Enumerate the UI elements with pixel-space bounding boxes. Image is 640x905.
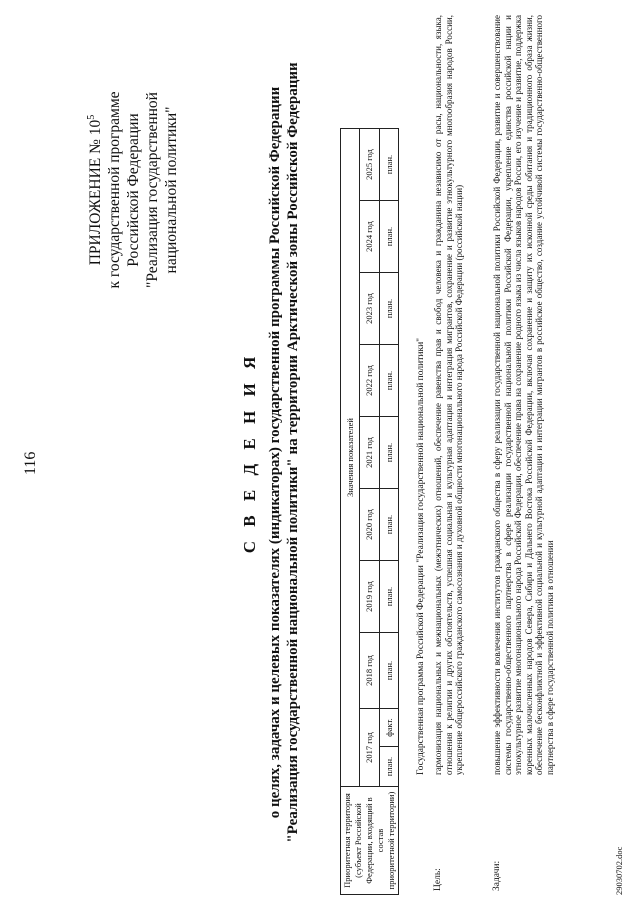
tasks-text: повышение эффективности вовлечения институтов гражданского общества в сферу реализации государственной национальной политики Российской Федерации, развитие и совершенствование системы государственно-общественного партнерства в сфере реализации государственной национальной политики Российской Федерации, укрепление единства российской нации и этнокультурное развитие многонационального народа Российской Федерации, обеспечение права на сохранение родного языка из числа языков народов России, его изучение и развитие, поддержка коренных малочисленных народов Севера, Сибири и Дальнего Востока Российской Федерации, включая сохранение и защиту их исконной среды обитания и традиционного образа жизни, обеспечение бесконфликтной и эффективной социальной и культурной адаптации и интеграции мигрантов в российское общество, создание устойчивой системы государственно-общественного партнерства в сфере государственной политики в отношении	[492, 15, 555, 775]
goal-text: гармонизация национальных и межнациональных (межэтнических) отношений, обеспечение равенства прав и свобод человека и гражданина независимо от расы, национальности, языка, отношения к религии и других обстоятельств, успешная социальная и культурная адаптация и интеграция мигрантов, сохранение и развитие этнокультурного многообразия народов России, укрепление общероссийского гражданского самосознания и духовной общности многонационального народа Российской Федерации (российской нации)	[433, 15, 465, 775]
territory-header-line: (субъект Российской	[353, 803, 363, 878]
plan-subheader-cell: план.	[379, 633, 398, 709]
year-header-cell: 2021 год	[360, 417, 379, 489]
year-header-cell: 2023 год	[360, 273, 379, 345]
year-header-cell: 2025 год	[360, 129, 379, 201]
appendix-header	[82, 35, 181, 345]
year-header-cell: 2020 год	[360, 489, 379, 561]
plan-subheader-cell: план.	[379, 129, 398, 201]
territory-header-line: Федерации, входящий в состав	[364, 797, 385, 884]
document-subtitle	[266, 20, 302, 885]
appendix-title: ПРИЛОЖЕНИЕ № $10^5$	[86, 114, 105, 266]
appendix-line: "Реализация государственной	[144, 92, 162, 288]
year-header-cell: 2017 год	[360, 709, 379, 787]
subtitle-line: о целях, задачах и целевых показателях (индикаторах) государственной программы Российской Федерации	[267, 86, 283, 819]
fact-subheader-cell: факт.	[379, 709, 398, 747]
appendix-title-sup: 5	[86, 114, 97, 120]
values-header-cell: Значения показателей	[341, 129, 360, 787]
plan-subheader-cell: план.	[379, 747, 398, 787]
territory-header-line: Приоритетная территория	[342, 793, 352, 888]
page-number: 116	[22, 451, 39, 475]
plan-subheader-cell: план.	[379, 273, 398, 345]
tasks-label: Задачи:	[492, 860, 502, 891]
appendix-line: к государственной программе	[106, 91, 124, 289]
document-title: С В Е Д Е Н И Я	[240, 351, 259, 554]
subtitle-line: "Реализация государственной национальной политики" на территории Арктической зоны Российской Федерации	[285, 62, 301, 843]
year-header-cell: 2024 год	[360, 201, 379, 273]
document-code: 29030702.doc	[614, 846, 624, 895]
territory-header-line: приоритетной территории)	[386, 791, 396, 890]
program-name: Государственная программа Российской Федерации "Реализация государственной национальной политики"	[416, 337, 426, 775]
plan-subheader-cell: план.	[379, 561, 398, 633]
year-header-cell: 2018 год	[360, 633, 379, 709]
plan-subheader-cell: план.	[379, 345, 398, 417]
appendix-line: национальной политики"	[163, 106, 181, 274]
plan-subheader-cell: план.	[379, 489, 398, 561]
year-header-cell: 2019 год	[360, 561, 379, 633]
appendix-line: Российской Федерации	[125, 113, 143, 267]
indicators-table	[340, 128, 399, 895]
territory-header-cell	[341, 787, 399, 895]
plan-subheader-cell: план.	[379, 201, 398, 273]
goal-label: Цель:	[433, 868, 443, 891]
year-header-cell: 2022 год	[360, 345, 379, 417]
plan-subheader-cell: план.	[379, 417, 398, 489]
